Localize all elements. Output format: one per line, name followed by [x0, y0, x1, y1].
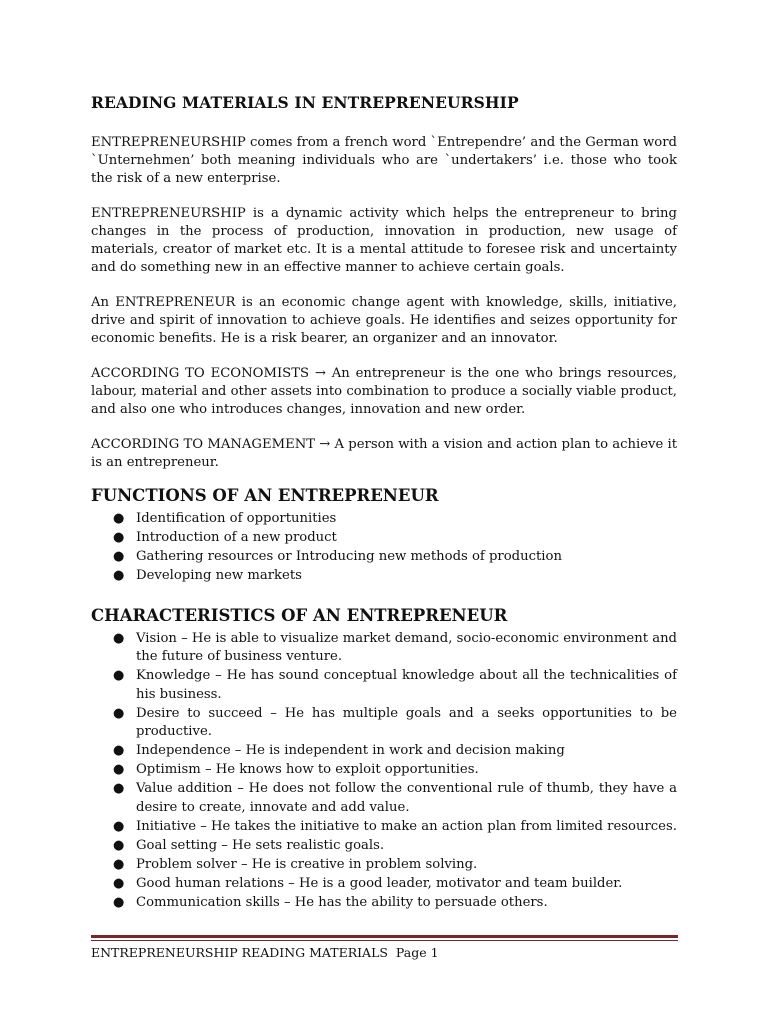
footer-divider-thin [91, 940, 678, 941]
bullet-icon: ● [113, 743, 125, 758]
functions-heading: FUNCTIONS OF AN ENTREPRENEUR [91, 486, 439, 505]
list-item [91, 510, 677, 529]
page-content [91, 93, 677, 913]
page-footer [91, 945, 439, 960]
bullet-icon: ● [113, 894, 125, 910]
list-item-text: Vision – He is able to visualize market demand, socio-economic environment and the future of business venture. [136, 630, 677, 664]
list-item [91, 667, 677, 704]
footer-label: ENTREPRENEURSHIP READING MATERIALS [91, 945, 388, 960]
list-item-text: Introduction of a new product [136, 530, 337, 545]
page-number: Page 1 [395, 945, 439, 960]
paragraph-economists: ACCORDING TO ECONOMISTS → An entrepreneur is the one who brings resources, labour, material and other assets into combination to produce a socially viable product, and also one who introduces changes, innovation and new order. [91, 366, 677, 417]
bullet-icon: ● [113, 837, 125, 853]
bullet-icon: ● [113, 568, 125, 583]
paragraph-origin: ENTREPRENEURSHIP comes from a french word `Entrependre’ and the German word `Unternehmen’ both meaning individuals who are `undertakers’ i.e. those who took the risk of a new enterprise. [91, 135, 677, 186]
list-item-text: Independence – He is independent in work and decision making [136, 743, 565, 758]
bullet-icon: ● [113, 668, 125, 683]
bullet-icon: ● [113, 856, 125, 872]
list-item-text: Developing new markets [136, 568, 302, 583]
bullet-icon: ● [113, 762, 125, 777]
list-item-text: Initiative – He takes the initiative to make an action plan from limited resources. [136, 818, 677, 834]
list-item-text: Optimism – He knows how to exploit opportunities. [136, 762, 479, 777]
list-item-text: Good human relations – He is a good leader, motivator and team builder. [136, 875, 623, 891]
bullet-icon: ● [113, 781, 125, 796]
paragraph-definition: ENTREPRENEURSHIP is a dynamic activity which helps the entrepreneur to bring changes in the process of production, innovation in production, new usage of materials, creator of market etc. It is a mental attitude to foresee risk and uncertainty and do something new in an effective manner to achieve certain goals. [91, 206, 677, 275]
list-item [91, 761, 677, 780]
list-item-text: Gathering resources or Introducing new methods of production [136, 549, 562, 564]
bullet-icon: ● [113, 875, 125, 891]
bullet-icon: ● [113, 818, 125, 834]
footer-divider-thick [91, 935, 678, 938]
list-item [91, 630, 677, 667]
bullet-icon: ● [113, 705, 125, 721]
list-item [91, 742, 677, 761]
bullet-icon: ● [113, 549, 125, 564]
list-item [91, 875, 677, 894]
list-item [91, 529, 677, 548]
list-item [91, 780, 677, 817]
list-item-text: Desire to succeed – He has multiple goals and a seeks opportunities to be productive. [136, 705, 677, 739]
characteristics-heading: CHARACTERISTICS OF AN ENTREPRENEUR [91, 605, 508, 625]
list-item [91, 837, 677, 856]
list-item-text: Communication skills – He has the ability to persuade others. [136, 894, 548, 910]
paragraph-management: ACCORDING TO MANAGEMENT → A person with a vision and action plan to achieve it is an entrepreneur. [91, 437, 677, 470]
bullet-icon: ● [113, 530, 125, 545]
list-item-text: Identification of opportunities [136, 511, 337, 526]
list-item [91, 705, 677, 742]
list-item [91, 818, 677, 837]
characteristics-list [91, 630, 677, 913]
list-item [91, 548, 677, 567]
functions-list [91, 510, 677, 586]
paragraph-entrepreneur: An ENTREPRENEUR is an economic change agent with knowledge, skills, initiative, drive and spirit of innovation to achieve goals. He identifies and seizes opportunity for economic benefits. He is a risk bearer, an organizer and an innovator. [91, 295, 677, 346]
bullet-icon: ● [113, 511, 125, 526]
list-item-text: Goal setting – He sets realistic goals. [136, 837, 385, 853]
page-title: READING MATERIALS IN ENTREPRENEURSHIP [91, 93, 519, 112]
list-item [91, 856, 677, 875]
bullet-icon: ● [113, 630, 125, 646]
list-item-text: Knowledge – He has sound conceptual knowledge about all the technicalities of his business. [136, 668, 677, 702]
list-item-text: Value addition – He does not follow the conventional rule of thumb, they have a desire to create, innovate and add value. [136, 781, 677, 815]
list-item [91, 567, 677, 586]
list-item-text: Problem solver – He is creative in problem solving. [136, 856, 478, 872]
list-item [91, 894, 677, 913]
